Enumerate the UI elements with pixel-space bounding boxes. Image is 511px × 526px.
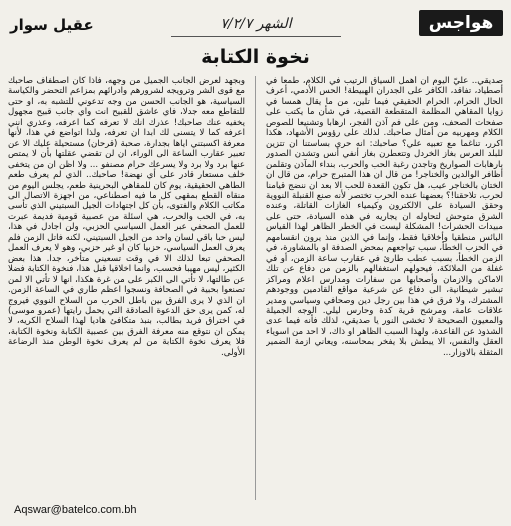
column-divider [255, 76, 256, 500]
column-text: صديقي.. عليّ اليوم أن أهمل السياق الرتيب في الكلام، طمعا في أصطياد، تفاقد، الكافر على الجدران الهبيطة! الحس الأدمي، أعرف الحال الحرام، الحرام الحقيقي فيما تلين، من ما يقال همسا في زوايا المقاهي المظلمة المتقطعة القصية، في شأن ما يكتب على صفحات الصحف، ومن على فم آذن الفجر، ارهابا وتشنيعا للصوص الكلام ومهربيه من أمثال صاحبك. لذلك على رؤوس الأشهاد، هكذا اكرر، تناغما مع تعبيه علي؟ صاحبك: انه حري بساستنا ان تتزين للبلد العرس بغاز الخردل وتتعطرن بغاز أنفي أنس وتشدن الصدور بارهابات الصواريخ وتاجدن رغبة الحب والحرب، بنداء المآذن وتقلمن أظافر الوالدين والخناجر! من قال ان هذا المتبرج حرام، من قال ان الختان بالخناجر عيب، هل تكون القعدة للحب الا بعد ان ننضج قيامنا لحرب، تلاحقنا!؟ بعضهنا عنده الحرب تختصر لأنه صنع القنبلة النووية وحقق السيادة على الالكترون وكيمياء الغازات القاتلة، وعنده الشرق متوحش لتحاوله ان يجاريه في هذه السيادة، حتى على مبيدات الحشرات! المشكلة ليست في الخطر الظاهر لهذا القياس البائس منطقيا وأخلاقيا فقط، وإنما في الذين منذ يرون انقسامهم في الحزب الخطأ، سبب تواجعهم بمحض الصدفة او بالمشاورة، في الزمن الخطأ، بسبب عطب طارئ في عقارب ساعة الزمن، أو في غفلة من الملائكة، فيحولهم استغفالهم بالزمن من دفاع عن تلك الاماكن والازمان وأصحابها من سفارات ومدارس اعلام ومراكز تبشير شيطانية، الى دفاع عن شرعية مواقع القادمين ووجودهم المشترك، ولا فرق في هذا بين رجل دين وصحافي وسياسي ومدير علاقات عامة، ومرشح قرية كدة وحارس ليلي. الوجه الجميلة والمعيون الصحيحة لا تخشى النور يا صديقي، لذلك فأنه فيما عدى الشذوذ عن القاعدة، ولهذا السبب الظاهر او ذاك، لا احد من اسوياء العقل والنفس، الا يبطش بلا يفخر بمحاسنه، ويعاني ازمة الضمير المثقلة بالاوزار... [266, 76, 503, 358]
article-headline: نخوة الكتابة [201, 46, 310, 68]
column-title-badge: هواجس [419, 10, 503, 36]
author-email: Aqswar@batelco.com.bh [14, 504, 137, 516]
article-header [0, 0, 511, 72]
article-column-left [8, 76, 245, 500]
publication-date: الشهر ٧/٢/٧ [171, 12, 341, 37]
article-column-right [266, 76, 503, 500]
author-name: عقيل سوار [10, 16, 94, 34]
article-body [8, 76, 503, 500]
column-text: وبجهد لعرض الجانب الجميل من وجهه، فاذا كان اصطفاف صاحبك مع قوى الشر وترويجه لشرورهم وادرائهم بمزاعم التحضر والكياسة السياسية، هو الجانب الحسن من وجه تدعوني للتشبه به، او حتى للتقاطع معه جدلا، فاي عاشق للقبيح انت واي جانب قبيح مجهول يخفيه عنك صاحبك! عذرك انك لا تعرفه كما اعرفه، وعذري انني اعرفه كما لا يتسنى لك ابدا ان تعرفه، ولذا اتواضع في هذا، لأنها معرفة اكسبتني اياها بجدارة، صحبة (قرحان) مستحيلة عليك الا عن تعبير عقارب الساعة الى الوراء، ان لن تقضي عقلتها بأن لا يمتص عنها برد ولا برد ولا يسرعك حرام مصنفو ... ولا اظن ان من يتخفى خلف مستعار قادر على أي نهضة! صاحبك.. الذي لم يعرف طعم الطاهي الحقيقية، يوم كان للمقاهي البحرينية طعم، يجلس اليوم من منقاه القطع بمقهى كل ما فيه اصطناعي، من اجهزة الاتصال الى مكاتب الكلام والفتوى، بأن كل اجتهادات الجيل السبتيني الذي تأسى به، في الحب والحرب، هي اسئلة من عصبية قومية فديمة عبرت للعمل الصحفي عبر العمل السياسي الحزبي، ولن اجادل في هذا، ليس حبا باقي لسان واحد من الجيل السبتيني، لكنه فاتل الزمن فلم يعرف العمل السياسي، حزبيا كان او غير حزبي، وهو لا يعرف العمل الصحفي تبعا لذلك الا في وقت تسعيني متأخر، جدا. هذا بعض الكثير، ليس مهيبا فحسب، وانما اخلاقيا قبل هذا، فنخوة الكتابة فضلا عن طالتها، لا تأتي الى الكبر على من غرة هكذا، انها لا تأتي الا لمن تصنعوا بحبية في الصحافة ونسجوا اعظم طاري في الساعة الزمن. ان الذي لا يرى الفرق بين باطل الحرب من السلاح النووي فيروج له، كمن يرى حق الدعوة الصادقة التي يحمل رايتها (عمرو موسى) في اختراق فريد بطالب، بنبذ متكافئ هاديا لهذا السلاح الكريه، لا يمكن ان نتوقع منه معرفة الفرق بين عصبية الكتابة ونخوة الكتابة، فلا يعرف نخوة الكتابة من لم يعرف نخوة الوطن منذ الرضاعة الأولى. [8, 76, 245, 358]
